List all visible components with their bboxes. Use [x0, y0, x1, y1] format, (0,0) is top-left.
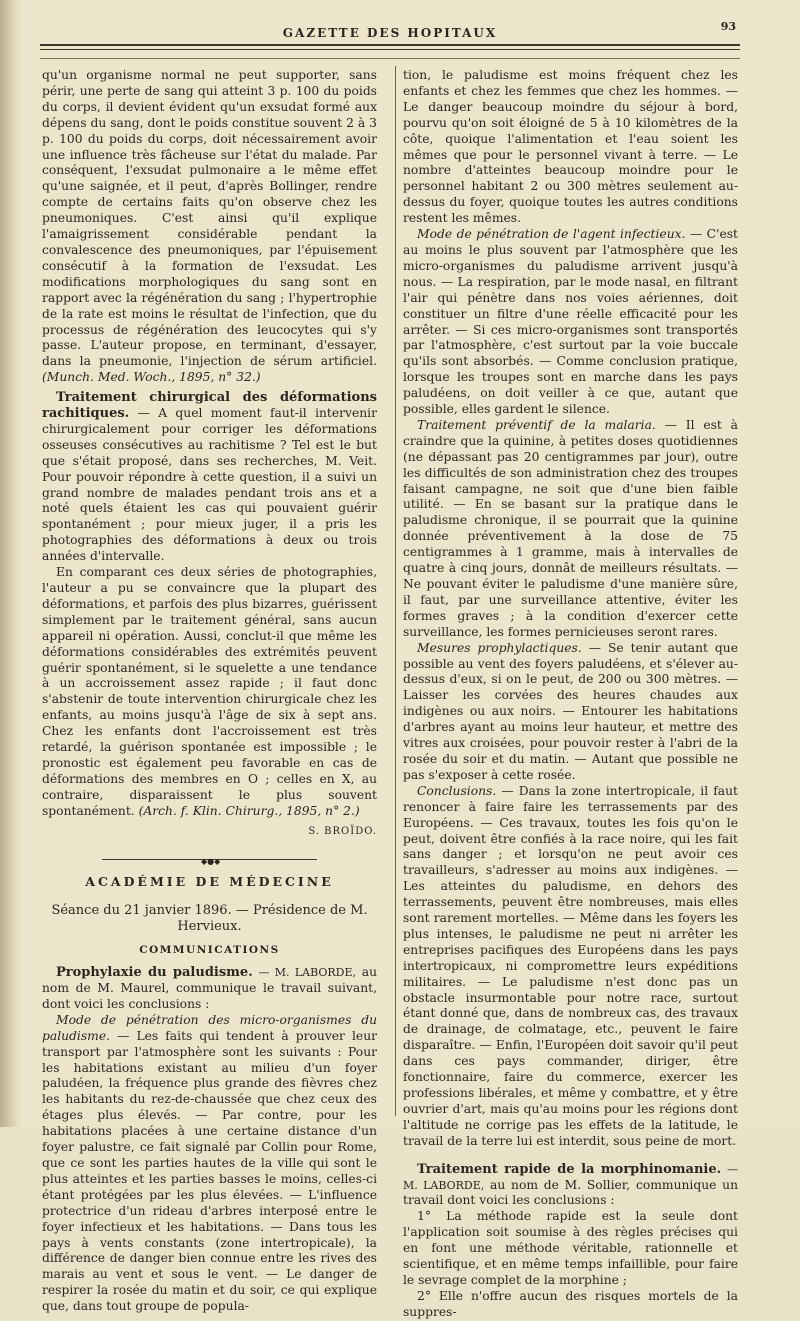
article-author: — M. LABORDE, [258, 966, 357, 980]
list-item: 1° La méthode rapide est la seule dont l'application soit soumise à des règles précises qui en font une méthode véritable, rationnelle et scientifique, et en même temps infaillible, pour faire le sevrage complet de la morphine ; [403, 1209, 738, 1287]
section-divider [42, 854, 377, 864]
left-column [42, 68, 377, 1315]
paragraph [42, 68, 377, 386]
header-rule-thin [40, 49, 740, 50]
author-signature: S. BROÏDO. [308, 825, 377, 837]
subtitle: Mesures prophylactiques. [417, 640, 582, 655]
header-rule-bottom [40, 58, 740, 59]
header-rule-thick [40, 44, 740, 46]
page-header [40, 18, 740, 46]
paragraph [42, 1013, 377, 1315]
article-title: Prophylaxie du paludisme. [56, 965, 253, 981]
paragraph-text: — Se tenir autant que possible au vent des foyers paludéens, et s'élever au-dessus d'eux, si on le peut, de 200 ou 300 mètres. — Laisser les corvées des heures chaudes aux indigènes ou aux noirs. — Entourer les habitations d'arbres ayant au moins leur hauteur, et mettre des vitres aux croisées, pour pouvoir rester à l'abri de la rosée du soir et du matin. — Autant que possible ne pas s'exposer à cette rosée. [403, 640, 738, 782]
subtitle: Mode de pénétration des micro-organismes du paludisme. [42, 1012, 377, 1043]
page-binding-shadow [0, 0, 22, 1127]
paragraph-text: qu'un organisme normal ne peut supporter, sans périr, une perte de sang qui atteint 3 p. 100 du poids du corps, il devient évident qu'un exsudat formé aux dépens du sang, dont le poids constitue souvent 2 à 3 p. 100 du poids du corps, doit nécessairement avoir une influence très fâcheuse sur l'état du malade. Par conséquent, l'exsudat pulmonaire a le même effet qu'une saignée, et il peut, d'après Bollinger, rendre compte de certains faits qu'on observe chez les pneumoniques. C'est ainsi qu'il explique l'amaigrissement considérable pendant la convalescence des pneumoniques, par l'épuisement consécutif à la formation de l'exsudat. Les modifications morphologiques du sang sont en rapport avec la régénération du sang ; l'hypertrophie de la rate est moins le résultat de l'infection, que du processus de régénération des leucocytes qui s'y passe. L'auteur propose, en terminant, d'essayer, dans la pneumonie, l'injection de sérum artificiel. [42, 68, 377, 369]
paragraph [403, 227, 738, 418]
paragraph-text: — Les faits qui tendent à prouver leur transport par l'atmosphère sont les suivants : Pour les habitations existant au milieu d'un foyer paludéen, la fréquence plus grande des fièvres chez les habitants du rez-de-chaussée que chez ceux des étages plus élevés. — Par contre, pour les habitations placées à une certaine distance d'un foyer palustre, ce fait signalé par Collin pour Rome, que ce sont les parties hautes de la ville qui sont le plus atteintes et les parties basses le moins, celles-ci étant protégées par les plus élevées. — L'influence protectrice d'un rideau d'arbres interposé entre le foyer infectieux et les habitations. — Dans tous les pays à vents constants (zone intertropicale), la différence de danger bien connue entre les rives des marais au vent et sous le vent. — Le danger de respirer la rosée du matin et du soir, ce qui explique que, dans tout groupe de popula- [42, 1028, 377, 1314]
subtitle: Conclusions. [417, 783, 497, 798]
paragraph [42, 565, 377, 820]
section-heading: ACADÉMIE DE MÉDECINE [85, 873, 334, 889]
column-separator [395, 66, 396, 1116]
paragraph [403, 784, 738, 1150]
session-line: Séance du 21 janvier 1896. — Présidence de M. Hervieux. [51, 903, 368, 935]
paragraph-text: — Il est à craindre que la quinine, à petites doses quotidiennes (ne dépassant pas 20 centigrammes par jour), outre les difficultés de son administration chez des troupes faisant campagne, ne soit que d'une bien faible utilité. — En se basant sur la pratique dans le paludisme chronique, il se pourrait que la quinine donnée préventivement à la dose de 75 centigrammes à 1 gramme, mais à intervalles de quatre à cinq jours, donnât de meilleurs résultats. — Ne pouvant éviter le paludisme d'une manière sûre, il faut, par une surveillance attentive, éviter les formes graves ; à la condition d'exercer cette surveillance, les formes pernicieuses seront rares. [403, 417, 738, 639]
article-title: Traitement rapide de la morphinomanie. [417, 1161, 722, 1177]
paragraph-text: au nom de M. Sollier, communique un travail dont voici les conclusions : [403, 1177, 738, 1208]
article-rachitiques [42, 390, 377, 565]
article-author: — M. LABORDE, [403, 1162, 738, 1192]
paragraph-text: au nom de M. Maurel, communique le travail suivant, dont voici les conclusions : [42, 965, 377, 1011]
paragraph [403, 641, 738, 784]
divider-ornament-icon: ◆●◆ [201, 856, 221, 866]
paragraph-text: — C'est au moins le plus souvent par l'atmosphère que les micro-organismes du paludisme arrivent jusqu'à nous. — La respiration, par le mode nasal, en filtrant l'air qui pénètre dans nos voies aériennes, doit constituer un filtre d'une réelle efficacité pour les arrêter. — Si ces micro-organismes sont transportés par l'atmosphère, c'est surtout par la voie buccale qu'ils sont absorbés. — Comme conclusion pratique, lorsque les troupes sont en marche dans les pays paludéens, on doit veiller à ce que, autant que possible, elles gardent le silence. [403, 227, 738, 417]
subtitle: Traitement préventif de la malaria. [417, 417, 656, 432]
citation: (Munch. Med. Woch., 1895, n° 32.) [42, 370, 261, 385]
page-number: 93 [720, 20, 736, 33]
right-column [403, 68, 738, 1321]
subsection-heading: COMMUNICATIONS [139, 944, 280, 957]
article-paludisme [42, 965, 377, 1013]
citation: (Arch. f. Klin. Chirurg., 1895, n° 2.) [138, 803, 360, 818]
article-title: Traitement chirurgical des déformations rachitiques. [42, 390, 377, 422]
list-item: 2° Elle n'offre aucun des risques mortels de la suppres- [403, 1288, 738, 1319]
paragraph [403, 418, 738, 641]
paragraph-text: — A quel moment faut-il intervenir chirurgicalement pour corriger les déformations osseuses consécutives au rachitisme ? Tel est le but que s'était proposé, dans ses recherches, M. Veit. Pour pouvoir répondre à cette question, il a suivi un grand nombre de malades pendant trois ans et a noté quels étaient les cas qui pouvaient guérir spontanément ; pour mieux juger, il a pris les photographies des déformations à deux ou trois années d'intervalle. [42, 406, 377, 564]
paragraph-text: — Dans la zone intertropicale, il faut renoncer à faire faire les terrassements par des Européens. — Ces travaux, toutes les fois qu'on le peut, doivent être confiés à la race noire, qui les fait sans danger ; et lorsqu'on ne peut avoir ces travailleurs, s'adresser au moins aux indigènes. — Les atteintes du paludisme, en dehors des terrassements, peuvent être nombreuses, mais elles sont rarement mortelles. — Même dans les foyers les plus intenses, le paludisme ne peut ni arrêter les entreprises pacifiques des Européens dans les pays intertropicaux, ni compromettre leurs expéditions militaires. — Le paludisme n'est donc pas un obstacle insurmontable pour notre race, surtout étant donné que, dans de nombreux cas, des travaux de drainage, de colmatage, etc., peuvent le faire disparaître. — Enfin, l'Européen doit savoir qu'il peut dans ces pays commander, diriger, être fonctionnaire, faire du commerce, exercer les professions libérales, et même y combattre, et y être ouvrier d'art, mais qu'au moins pour les régions dont l'altitude ne corrige pas les effets de la latitude, le travail de la terre lui est interdit, sous peine de mort. [403, 783, 738, 1148]
journal-title: GAZETTE DES HOPITAUX [282, 26, 498, 40]
paragraph: tion, le paludisme est moins fréquent chez les enfants et chez les femmes que chez les hommes. — Le danger beaucoup moindre du séjour à bord, pourvu qu'on soit éloigné de 5 à 10 kilomètres de la côte, quoique l'alimentation et l'eau soient les mêmes que pour le personnel vivant à terre. — Le nombre d'atteintes beaucoup moindre pour le personnel habitant 2 ou 300 mètres seulement au-dessus du foyer, quoique toutes les autres conditions restent les mêmes. [403, 68, 738, 226]
paragraph-text: En comparant ces deux séries de photographies, l'auteur a pu se convaincre que la plupart des déformations, et parfois des plus bizarres, guérissent simplement par le traitement général, sans aucun appareil ni opération. Aussi, conclut-il que même les déformations considérables des extrémités peuvent guérir spontanément, si le squelette a une tendance à un accroissement assez rapide ; il faut donc s'abstenir de toute intervention chirurgicale chez les enfants, au moins jusqu'à l'âge de six à sept ans. Chez les enfants dont l'accroissement est très retardé, la guérison spontanée est impossible ; le pronostic est également peu favorable en cas de déformations des membres en O ; celles en X, au contraire, disparaissent le plus souvent spontanément. [42, 565, 377, 818]
article-morphinomanie [403, 1162, 738, 1210]
subtitle: Mode de pénétration de l'agent infectieux. [417, 227, 686, 242]
